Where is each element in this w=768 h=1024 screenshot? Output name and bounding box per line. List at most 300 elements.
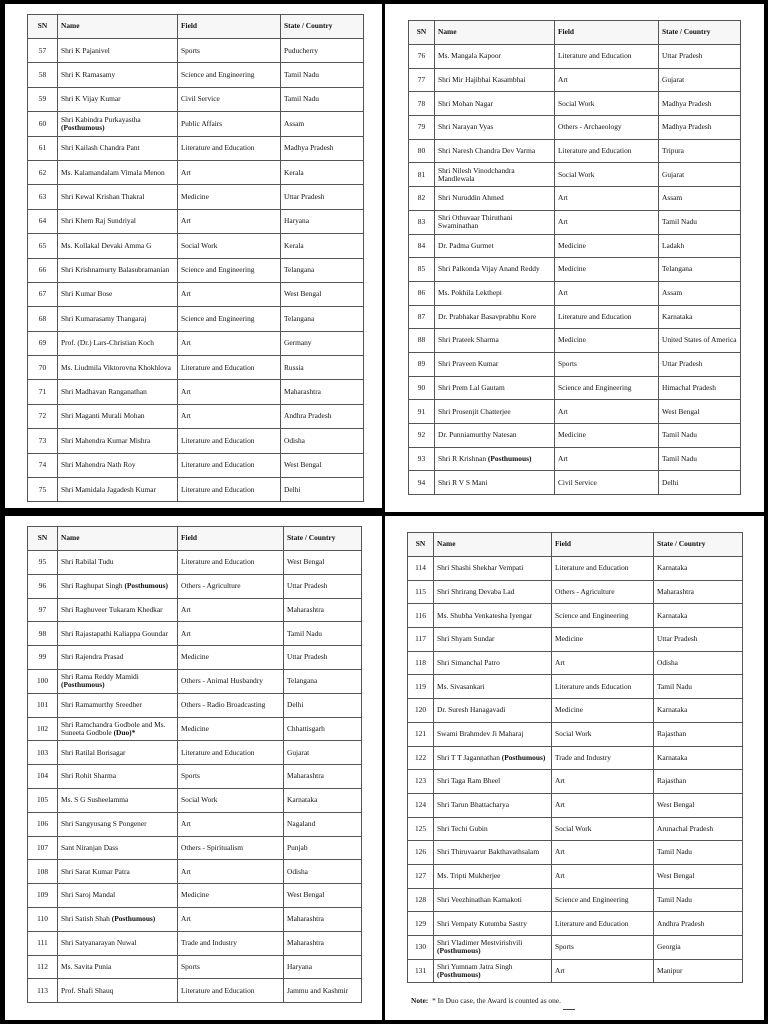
- award-note: (Posthumous): [487, 453, 532, 463]
- table-row: [28, 112, 364, 136]
- sn-cell: [409, 139, 435, 163]
- state-cell-text: Maharashtra: [657, 586, 694, 596]
- field-cell-text: Art: [555, 800, 565, 810]
- state-cell: [284, 669, 362, 693]
- name-cell-text: Shri Prateek Sharma: [438, 335, 499, 345]
- name-cell-text: Ms. Kalamandalam Vimala Menon: [61, 167, 165, 177]
- table-row: [409, 400, 741, 424]
- state-cell: [281, 258, 364, 282]
- state-cell: [654, 580, 743, 604]
- sn-cell: [28, 258, 58, 282]
- sn-cell: [409, 400, 435, 424]
- sn-cell-text: 60: [38, 118, 47, 128]
- name-cell-text: Shri Rohit Sharma: [61, 771, 117, 781]
- name-cell-text: Shri Saroj Mandal: [61, 890, 116, 900]
- table-row: [408, 912, 743, 936]
- field-cell: [178, 860, 284, 884]
- state-cell-text: Assam: [662, 193, 683, 203]
- state-cell: [659, 234, 741, 258]
- sn-cell: [28, 478, 58, 502]
- field-cell-text: Art: [181, 866, 191, 876]
- table-row: [28, 404, 364, 428]
- field-cell: [178, 836, 284, 860]
- field-cell-text: Medicine: [181, 890, 209, 900]
- sn-cell-text: 74: [38, 460, 47, 470]
- name-cell: [434, 841, 552, 865]
- name-cell: [434, 770, 552, 794]
- sn-cell: [408, 841, 434, 865]
- sn-cell: [28, 907, 58, 931]
- name-cell: [58, 788, 178, 812]
- name-cell-text: Shri Taga Ram Bheel: [437, 776, 501, 786]
- name-cell-text: Shri Narayan Vyas: [438, 122, 494, 132]
- state-cell: [654, 770, 743, 794]
- table-row: [408, 936, 743, 960]
- table-header: [28, 15, 364, 39]
- name-cell-text: Shri Sarat Kumar Patra: [61, 866, 130, 876]
- name-cell-text: Shri Thiruvaarur Bakthavathsalam: [437, 847, 540, 857]
- sn-cell: [28, 307, 58, 331]
- sn-cell: [408, 864, 434, 888]
- page-section-2: [385, 4, 764, 512]
- field-cell: [178, 598, 284, 622]
- sn-cell: [408, 912, 434, 936]
- name-cell-text: Shri Mir Hajibhai Kasambhai: [438, 74, 526, 84]
- table-row: [28, 693, 362, 717]
- state-cell-text: Delhi: [287, 700, 304, 710]
- state-cell: [654, 912, 743, 936]
- name-cell: [58, 979, 178, 1003]
- field-cell: [552, 936, 654, 960]
- table-row: [409, 68, 741, 92]
- state-cell: [659, 329, 741, 353]
- name-cell: [435, 400, 555, 424]
- name-cell-text: Shri Prem Lal Gautam: [438, 382, 505, 392]
- field-cell: [552, 604, 654, 628]
- state-cell: [659, 116, 741, 140]
- field-cell: [555, 281, 659, 305]
- table-row: [28, 931, 362, 955]
- name-cell-text: Shri Naresh Chandra Dev Varma: [438, 145, 536, 155]
- state-cell: [281, 136, 364, 160]
- name-cell: [58, 404, 178, 428]
- field-cell: [552, 580, 654, 604]
- award-note: (Posthumous): [124, 581, 168, 591]
- table-header: [28, 527, 362, 551]
- name-cell-text: Shri Sangyusang S Pongener: [61, 819, 147, 829]
- field-cell-text: Medicine: [555, 705, 583, 715]
- name-cell: [434, 628, 552, 652]
- name-cell-text: Shri Krishnamurty Balasubramanian: [61, 265, 170, 275]
- state-cell: [281, 429, 364, 453]
- field-cell-text: Trade and Industry: [555, 752, 611, 762]
- field-cell: [555, 447, 659, 471]
- state-cell: [284, 622, 362, 646]
- table-row: [28, 907, 362, 931]
- name-cell-text: Shri Raghuveer Tukaram Khedkar: [61, 604, 163, 614]
- sn-cell: [28, 551, 58, 575]
- field-cell-text: Art: [558, 453, 568, 463]
- state-cell: [284, 693, 362, 717]
- table-row: [408, 675, 743, 699]
- state-cell: [281, 356, 364, 380]
- state-cell-text: Rajasthan: [657, 776, 687, 786]
- field-cell: [178, 622, 284, 646]
- name-header: Name: [435, 21, 555, 45]
- state-cell: [281, 39, 364, 63]
- field-cell-text: Science and Engineering: [555, 894, 629, 904]
- state-cell-text: Maharashtra: [287, 604, 324, 614]
- name-cell-text: Shri K Ramasamy: [61, 69, 116, 79]
- state-cell: [654, 651, 743, 675]
- state-cell: [659, 447, 741, 471]
- sn-cell-text: 96: [38, 581, 47, 591]
- name-cell-text: Shri Othuvaar Thiruthani Swaminathan: [438, 212, 513, 231]
- note-text: * In Duo case, the Award is counted as one.: [432, 996, 561, 1005]
- field-cell: [178, 765, 284, 789]
- table-header: [408, 533, 743, 557]
- state-cell: [281, 87, 364, 111]
- name-cell: [58, 63, 178, 87]
- sn-cell-text: 123: [414, 776, 427, 786]
- name-cell: [58, 307, 178, 331]
- sn-cell-text: 95: [38, 557, 47, 567]
- name-cell-text: Shri Shyam Sundar: [437, 634, 495, 644]
- name-cell-text: Ms. Shubha Venkatesha Iyengar: [437, 610, 533, 620]
- state-cell: [284, 598, 362, 622]
- sn-cell-text: 84: [417, 240, 426, 250]
- table-row: [409, 281, 741, 305]
- field-cell-text: Social Work: [181, 795, 218, 805]
- name-cell-text: Shri Vempaty Kutumba Sastry: [437, 918, 527, 928]
- field-cell-text: Art: [181, 216, 191, 226]
- state-cell-text: Rajasthan: [657, 729, 687, 739]
- state-cell-text: Arunachal Pradesh: [657, 823, 714, 833]
- table-row: [408, 817, 743, 841]
- field-cell: [555, 163, 659, 187]
- name-cell-text: Dr. Punniamurthy Natesan: [438, 430, 517, 440]
- state-cell: [284, 812, 362, 836]
- table-row: [28, 63, 364, 87]
- table-row: [28, 185, 364, 209]
- name-cell-text: Shri Nuruddin Ahmed: [438, 193, 504, 203]
- sn-cell-text: 117: [415, 634, 426, 644]
- name-cell: [434, 936, 552, 960]
- field-cell: [178, 717, 284, 741]
- table-row: [409, 234, 741, 258]
- sn-cell: [28, 836, 58, 860]
- field-header: Field: [178, 15, 281, 39]
- table-row: [28, 788, 362, 812]
- name-cell: [435, 163, 555, 187]
- name-cell: [434, 580, 552, 604]
- sn-cell-text: 99: [38, 652, 47, 662]
- table-row: [28, 765, 362, 789]
- name-cell: [435, 258, 555, 282]
- name-cell: [435, 234, 555, 258]
- name-cell: [58, 160, 178, 184]
- sn-cell: [408, 580, 434, 604]
- field-cell-text: Sports: [555, 942, 574, 952]
- field-cell: [552, 912, 654, 936]
- sn-cell: [409, 187, 435, 211]
- page-section-3: [5, 516, 382, 1020]
- state-cell: [284, 836, 362, 860]
- name-cell: [58, 646, 178, 670]
- name-cell-text: Shri Rabilal Tudu: [61, 557, 114, 567]
- state-cell: [654, 628, 743, 652]
- state-cell-text: Andhra Pradesh: [657, 918, 705, 928]
- state-cell: [659, 92, 741, 116]
- name-cell: [58, 209, 178, 233]
- state-cell: [654, 793, 743, 817]
- state-cell-text: Telangana: [662, 264, 693, 274]
- sn-cell-text: 63: [38, 191, 47, 201]
- sn-cell: [28, 356, 58, 380]
- state-header: State / Country: [654, 533, 743, 557]
- field-cell: [552, 841, 654, 865]
- table-row: [28, 307, 364, 331]
- name-cell: [58, 836, 178, 860]
- page-section-4: [385, 516, 764, 1020]
- state-cell-text: Ladakh: [662, 240, 685, 250]
- state-cell: [281, 453, 364, 477]
- state-cell: [654, 557, 743, 581]
- table-row: [408, 604, 743, 628]
- sn-cell: [409, 447, 435, 471]
- name-cell-text: Ms. Tripti Mukherjee: [437, 871, 501, 881]
- state-cell: [281, 185, 364, 209]
- field-cell: [555, 234, 659, 258]
- name-cell: [58, 955, 178, 979]
- name-cell: [435, 329, 555, 353]
- field-cell-text: Civil Service: [558, 477, 597, 487]
- sn-cell-text: 83: [417, 217, 426, 227]
- sn-cell-text: 100: [36, 676, 49, 686]
- field-cell-text: Sports: [181, 45, 200, 55]
- sn-cell: [28, 717, 58, 741]
- table-body: [409, 45, 741, 495]
- name-cell-text: Shri Kumarasamy Thangaraj: [61, 313, 147, 323]
- sn-cell: [28, 404, 58, 428]
- name-cell: [435, 424, 555, 448]
- field-cell: [178, 112, 281, 136]
- state-cell-text: Karnataka: [657, 563, 688, 573]
- name-cell: [58, 429, 178, 453]
- state-cell-text: Karnataka: [657, 752, 688, 762]
- name-cell-text: Dr. Suresh Hanagavadi: [437, 705, 506, 715]
- state-cell: [659, 258, 741, 282]
- sn-cell-text: 72: [38, 411, 47, 421]
- name-cell: [58, 717, 178, 741]
- name-cell: [435, 139, 555, 163]
- field-cell: [555, 424, 659, 448]
- name-cell: [58, 598, 178, 622]
- sn-cell-text: 110: [37, 914, 48, 924]
- name-cell: [58, 812, 178, 836]
- field-cell-text: Others - Animal Husbandry: [181, 676, 263, 686]
- name-cell-text: Shri Satyanarayan Nuwal: [61, 938, 137, 947]
- state-cell-text: Madhya Pradesh: [284, 143, 334, 153]
- table-row: [409, 305, 741, 329]
- state-cell-text: Tamil Nadu: [662, 430, 697, 440]
- sn-cell-text: 104: [36, 771, 49, 781]
- sn-cell-text: 106: [36, 819, 49, 829]
- name-cell-text: Shri Mamidala Jagadesh Kumar: [61, 484, 157, 494]
- field-cell: [552, 699, 654, 723]
- name-cell: [435, 116, 555, 140]
- field-cell-text: Science and Engineering: [181, 69, 255, 79]
- sn-cell-text: 58: [38, 69, 47, 79]
- table-body: [28, 39, 364, 502]
- field-cell: [552, 888, 654, 912]
- name-cell-text: Shri Kewal Krishan Thakral: [61, 191, 145, 201]
- table-row: [28, 598, 362, 622]
- name-cell: [58, 860, 178, 884]
- field-cell-text: Medicine: [558, 430, 586, 440]
- sn-cell-text: 120: [414, 705, 427, 715]
- field-cell: [178, 646, 284, 670]
- state-cell: [281, 307, 364, 331]
- sn-cell-text: 69: [38, 338, 47, 348]
- table-row: [28, 884, 362, 908]
- sn-cell-text: 122: [414, 752, 427, 762]
- name-cell: [435, 281, 555, 305]
- name-cell: [58, 185, 178, 209]
- award-note: (Posthumous): [501, 752, 546, 762]
- field-cell-text: Civil Service: [181, 94, 220, 104]
- field-cell: [178, 574, 284, 598]
- field-cell-text: Literature and Education: [555, 563, 629, 573]
- state-cell-text: Uttar Pradesh: [287, 581, 328, 591]
- field-cell-text: Science and Engineering: [181, 265, 255, 275]
- sn-cell-text: 119: [415, 681, 426, 691]
- state-cell-text: Telangana: [287, 676, 318, 686]
- state-cell-text: Punjab: [287, 842, 308, 852]
- sn-cell-text: 113: [37, 985, 48, 995]
- state-cell-text: Madhya Pradesh: [662, 122, 712, 132]
- state-cell-text: Madhya Pradesh: [662, 98, 712, 108]
- name-cell: [58, 258, 178, 282]
- state-cell-text: Jammu and Kashmir: [287, 985, 349, 995]
- state-cell-text: West Bengal: [284, 460, 322, 470]
- field-cell: [178, 404, 281, 428]
- state-cell: [659, 281, 741, 305]
- table-row: [409, 258, 741, 282]
- state-cell: [659, 45, 741, 69]
- sn-cell: [409, 234, 435, 258]
- name-cell-text: Shri Rajastapathi Kaliappa Goundar: [61, 628, 168, 638]
- footnote-divider: [563, 1009, 575, 1010]
- field-cell-text: Others - Agriculture: [555, 586, 615, 596]
- sn-cell-text: 88: [417, 335, 426, 345]
- state-cell-text: Kerala: [284, 240, 304, 250]
- name-cell: [435, 68, 555, 92]
- table-row: [28, 717, 362, 741]
- state-cell: [659, 139, 741, 163]
- field-cell: [552, 864, 654, 888]
- name-cell-text: Shri Yumnam Jatra Singh: [437, 961, 513, 971]
- table-row: [28, 979, 362, 1003]
- sn-header: SN: [28, 15, 58, 39]
- state-cell: [654, 888, 743, 912]
- table-row: [28, 282, 364, 306]
- name-cell-text: Shri Mahendra Kumar Mishra: [61, 435, 151, 445]
- name-cell-text: Shri Kumar Bose: [61, 289, 113, 299]
- sn-cell-text: 112: [37, 961, 48, 971]
- state-cell: [281, 282, 364, 306]
- sn-cell-text: 67: [38, 289, 47, 299]
- field-cell: [555, 400, 659, 424]
- sn-cell-text: 105: [36, 795, 49, 805]
- field-cell-text: Medicine: [558, 264, 586, 274]
- field-cell-text: Medicine: [181, 652, 209, 662]
- state-cell: [654, 722, 743, 746]
- sn-cell-text: 101: [36, 700, 49, 710]
- field-cell-text: Art: [555, 657, 565, 667]
- state-cell: [659, 187, 741, 211]
- field-cell: [178, 282, 281, 306]
- state-cell-text: Haryana: [287, 961, 313, 971]
- sn-cell-text: 102: [36, 723, 49, 733]
- field-cell-text: Literature and Education: [181, 747, 255, 757]
- field-cell: [178, 331, 281, 355]
- table-row: [28, 836, 362, 860]
- sn-cell: [28, 788, 58, 812]
- state-cell-text: Georgia: [657, 942, 681, 952]
- name-cell: [58, 331, 178, 355]
- state-cell-text: Karnataka: [662, 311, 693, 321]
- table-body: [28, 551, 362, 1003]
- sn-cell-text: 81: [417, 169, 426, 179]
- sn-cell: [409, 329, 435, 353]
- field-cell-text: Art: [181, 628, 191, 638]
- sn-cell-text: 128: [414, 894, 427, 904]
- name-cell-text: Shri Khem Raj Sundriyal: [61, 216, 136, 226]
- name-cell: [435, 471, 555, 495]
- state-cell: [281, 331, 364, 355]
- field-cell-text: Social Work: [181, 240, 218, 250]
- sn-cell-text: 78: [417, 98, 426, 108]
- sn-cell: [28, 87, 58, 111]
- sn-cell-text: 111: [37, 938, 48, 947]
- state-cell: [284, 717, 362, 741]
- table-row: [408, 580, 743, 604]
- field-cell-text: Art: [555, 847, 565, 857]
- sn-cell: [408, 557, 434, 581]
- sn-cell: [409, 352, 435, 376]
- sn-cell-text: 80: [417, 145, 426, 155]
- sn-cell-text: 71: [38, 387, 47, 397]
- name-cell-text: Shri Ratilal Borisagar: [61, 747, 126, 757]
- state-cell-text: Telangana: [284, 265, 315, 275]
- field-cell: [178, 907, 284, 931]
- table-row: [408, 746, 743, 770]
- sn-cell: [28, 622, 58, 646]
- field-cell-text: Others - Archaeology: [558, 122, 622, 132]
- sn-cell: [28, 574, 58, 598]
- table-row: [28, 453, 364, 477]
- sn-cell: [409, 376, 435, 400]
- sn-cell-text: 126: [414, 847, 427, 857]
- table-row: [409, 447, 741, 471]
- state-header: State / Country: [284, 527, 362, 551]
- field-cell: [552, 557, 654, 581]
- state-cell-text: Uttar Pradesh: [284, 191, 325, 201]
- name-cell-text: Dr. Padma Gurmet: [438, 240, 494, 250]
- field-cell: [178, 669, 284, 693]
- field-cell-text: Art: [181, 289, 191, 299]
